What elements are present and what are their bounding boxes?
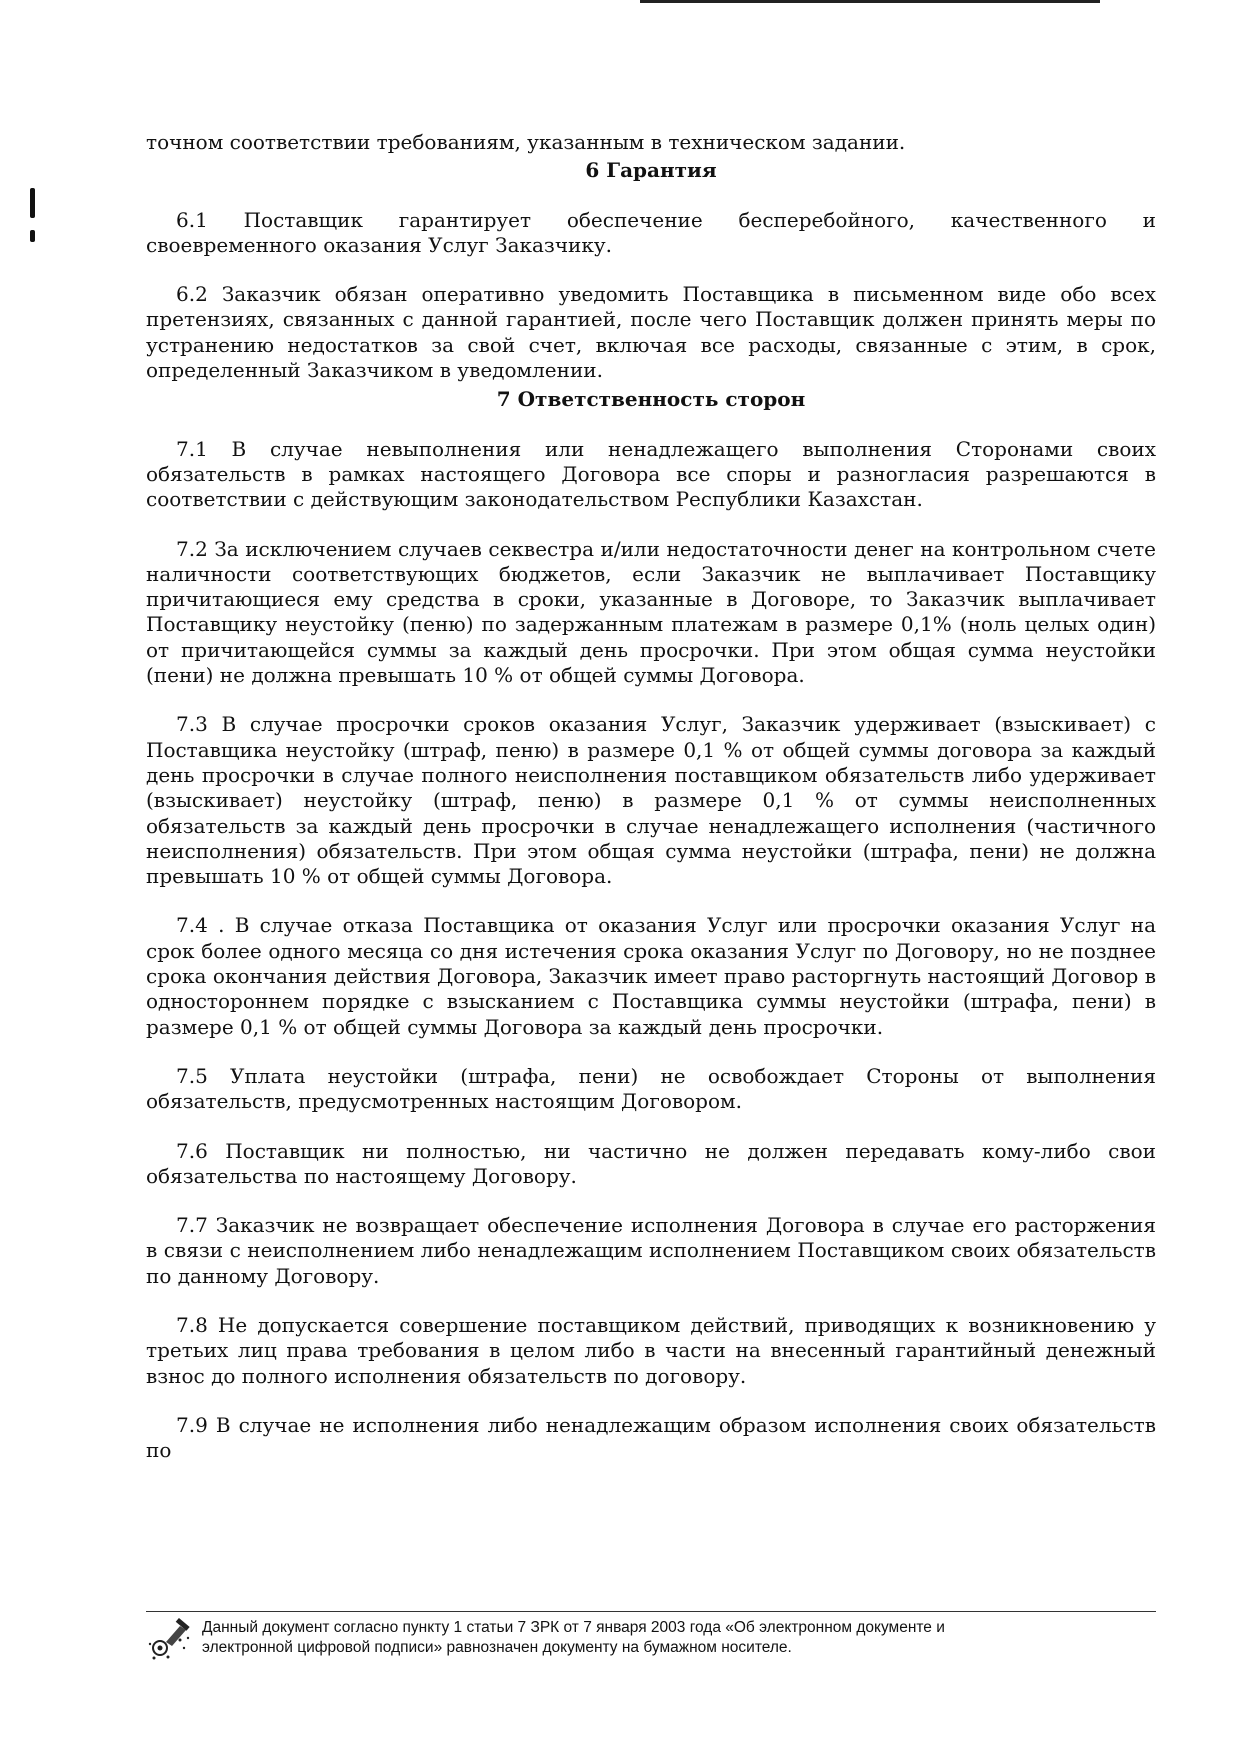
clause-7-8: 7.8 Не допускается совершение поставщиком действий, приводящих к возникновению у третьих лиц права требования в целом либо в части на внесенный гарантийный денежный взнос до полного исполнения обязательств по договору.: [146, 1312, 1156, 1388]
clause-7-7: 7.7 Заказчик не возвращает обеспечение исполнения Договора в случае его расторжения в связи с неисполнением либо ненадлежащим исполнением Поставщиком своих обязательств по данному Договору.: [146, 1213, 1156, 1288]
clause-7-3: 7.3 В случае просрочки сроков оказания Услуг, Заказчик удерживает (взыскивает) с Поставщика неустойку (штраф, пеню) в размере 0,1 % от общей суммы договора за каждый день просрочки в случае полного неисполнения поставщиком обязательств либо удерживает (взыскивает) неустойку (штраф, пеню) в размере 0,1 % от суммы неисполненных обязательств за каждый день просрочки в случае ненадлежащего исполнения (частичного неисполнения) обязательств. При этом общая сумма неустойки (штрафа, пени) не должна превышать 10 % от общей суммы Договора.: [146, 712, 1156, 889]
footer-legal-text: [202, 1618, 945, 1658]
digital-signature-stamp-icon: [146, 1618, 196, 1662]
document-body: [146, 130, 1156, 1463]
clause-7-6: 7.6 Поставщик ни полностью, ни частично не должен передавать кому-либо свои обязательства по настоящему Договору.: [146, 1138, 1156, 1188]
clause-7-1: 7.1 В случае невыполнения или ненадлежащего выполнения Сторонами своих обязательств в рамках настоящего Договора все споры и разногласия разрешаются в соответствии с действующим законодательством Республики Казахстан.: [146, 436, 1156, 512]
lead-in-line: точном соответствии требованиям, указанным в техническом задании.: [146, 130, 906, 154]
scan-mark-left-dot: [30, 230, 35, 242]
clause-7-4: 7.4 . В случае отказа Поставщика от оказания Услуг или просрочки оказания Услуг на срок более одного месяца со дня истечения срока оказания Услуг по Договору, но не позднее срока окончания действия Договора, Заказчик имеет право расторгнуть настоящий Договор в одностороннем порядке с взысканием с Поставщика суммы неустойки (штрафа, пени) в размере 0,1 % от общей суммы Договора за каждый день просрочки.: [146, 913, 1156, 1039]
section-6-heading: 6 Гарантия: [585, 158, 717, 183]
footer-notice: [146, 1618, 1156, 1662]
footer-line-2: электронной цифровой подписи» равнозначен документу на бумажном носителе.: [202, 1639, 792, 1656]
clause-6-1: 6.1 Поставщик гарантирует обеспечение бесперебойного, качественного и своевременного оказания Услуг Заказчику.: [146, 207, 1156, 257]
clause-6-2: 6.2 Заказчик обязан оперативно уведомить Поставщика в письменном виде обо всех претензиях, связанных с данной гарантией, после чего Поставщик должен принять меры по устранению недостатков за свой счет, включая все расходы, связанные с этим, в срок, определенный Заказчиком в уведомлении.: [146, 282, 1156, 383]
clause-7-9: 7.9 В случае не исполнения либо ненадлежащим образом исполнения своих обязательств по: [146, 1412, 1156, 1463]
footer-divider: [146, 1611, 1156, 1612]
footer-line-1: Данный документ согласно пункту 1 статьи 7 ЗРК от 7 января 2003 года «Об электронном документе и: [202, 1619, 945, 1636]
clause-7-5: 7.5 Уплата неустойки (штрафа, пени) не освобождает Стороны от выполнения обязательств, предусмотренных настоящим Договором.: [146, 1063, 1156, 1114]
top-edge-rule: [640, 0, 1100, 3]
section-7-heading: 7 Ответственность сторон: [496, 387, 806, 412]
clause-7-2: 7.2 За исключением случаев секвестра и/или недостаточности денег на контрольном счете наличности соответствующих бюджетов, если Заказчик не выплачивает Поставщику причитающиеся ему средства в сроки, указанные в Договоре, то Заказчик выплачивает Поставщику неустойку (пеню) по задержанным платежам в размере 0,1% (ноль целых один) от причитающейся суммы за каждый день просрочки. При этом общая сумма неустойки (пени) не должна превышать 10 % от общей суммы Договора.: [146, 536, 1156, 688]
scan-mark-left: [30, 188, 35, 218]
